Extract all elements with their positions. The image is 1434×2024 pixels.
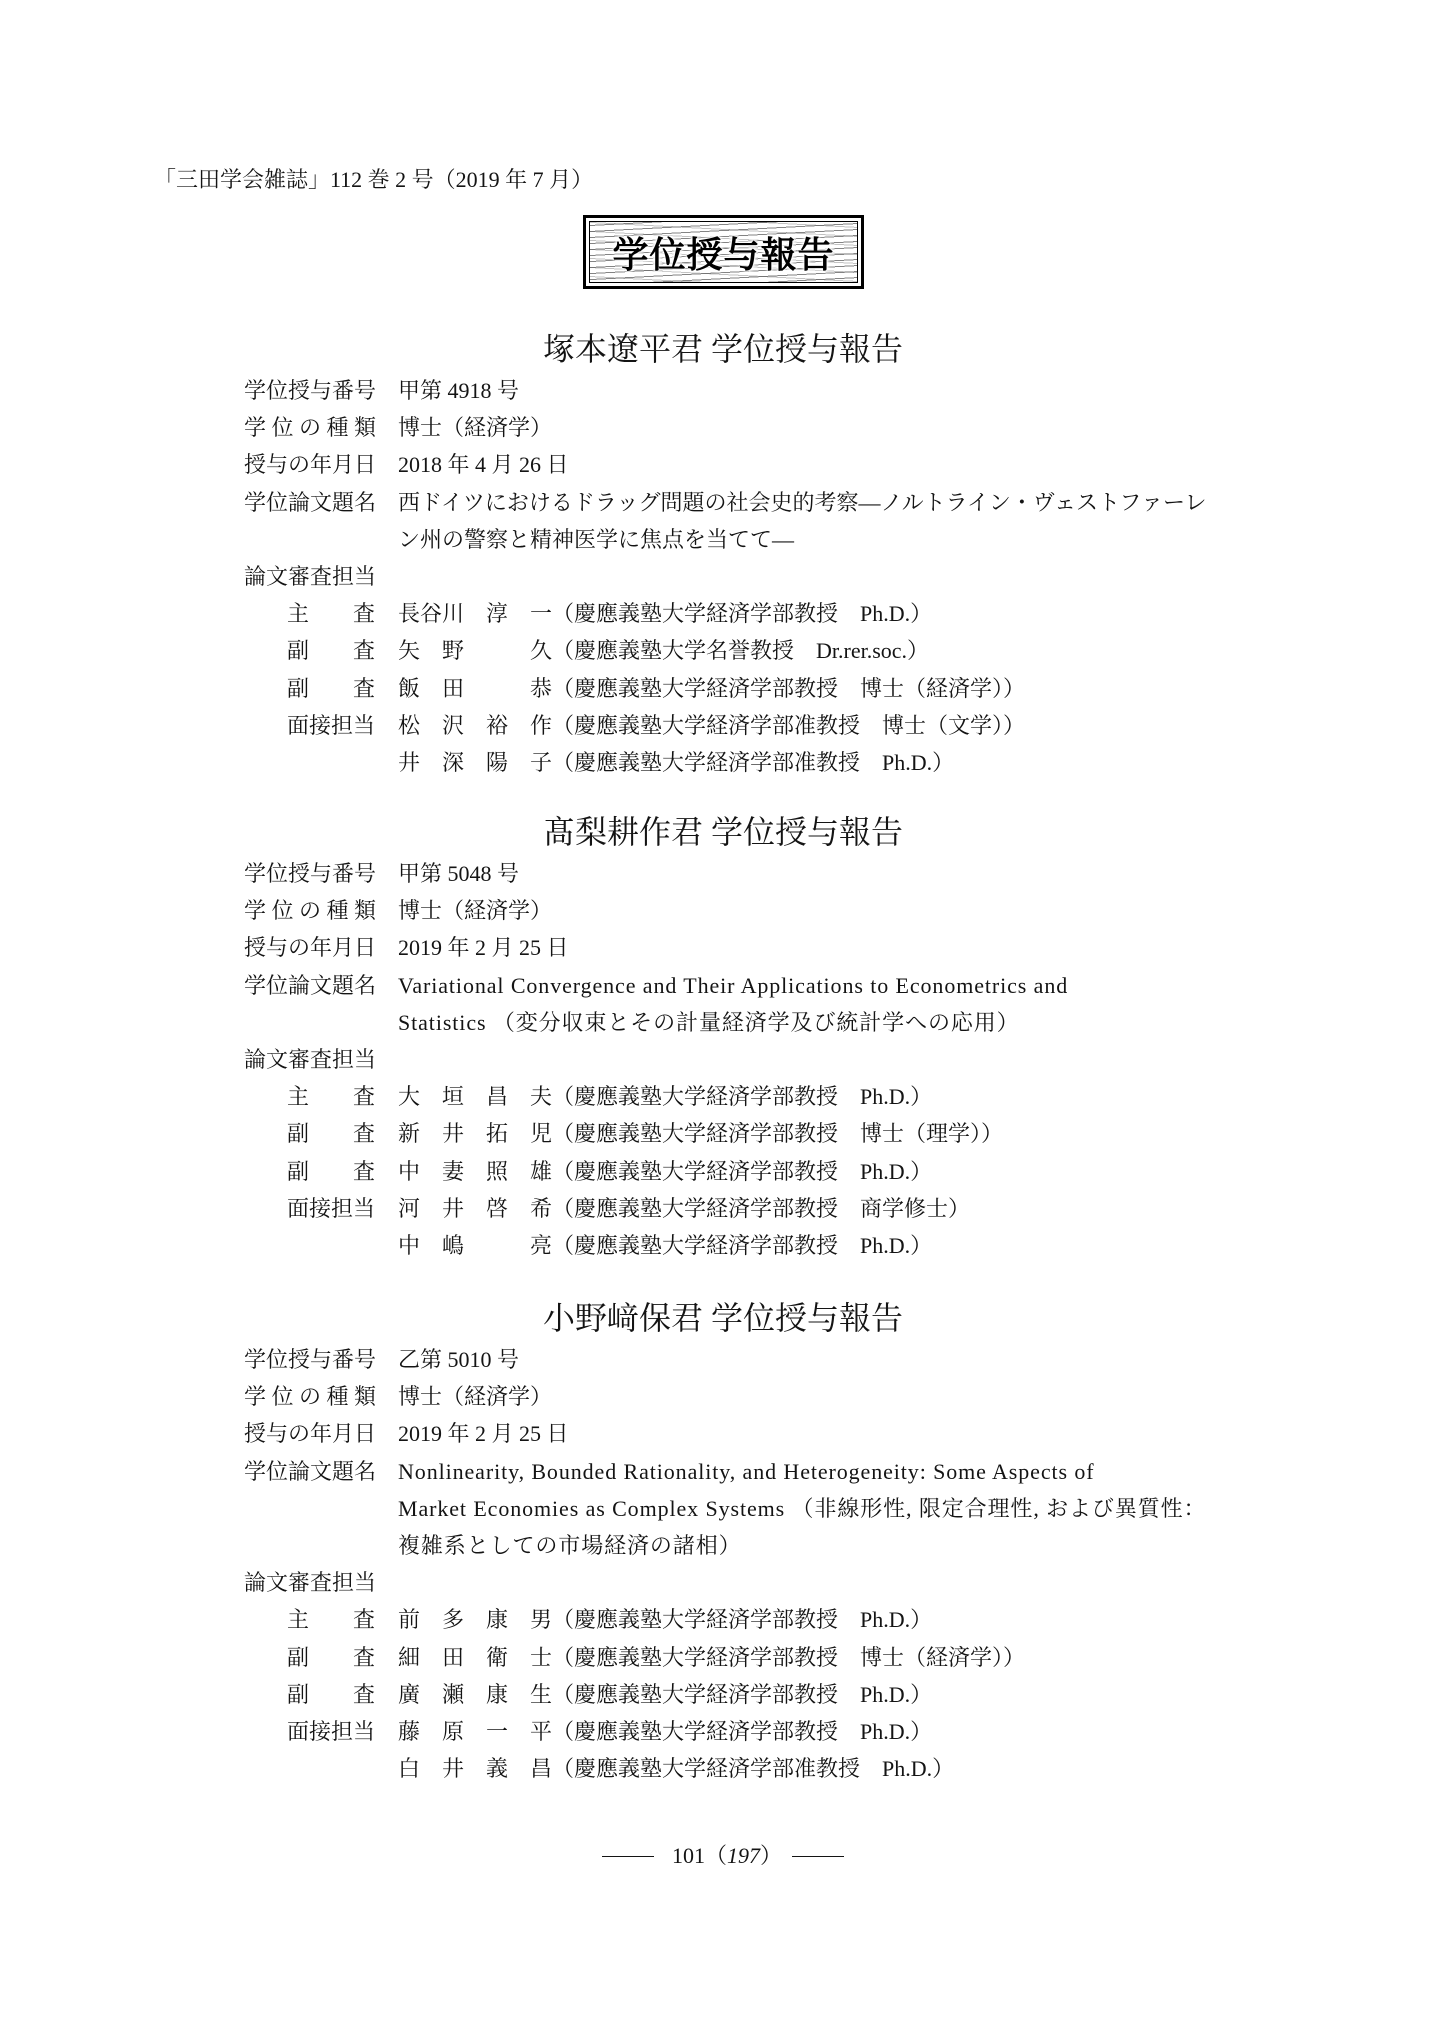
examiner-role: 主 査 [287, 601, 376, 627]
examiner-row [244, 1750, 1434, 1787]
examiner-affiliation: （慶應義塾大学経済学部教授 Ph.D.） [552, 601, 933, 627]
examiner-name: 中 嶋 亮 [398, 1233, 553, 1258]
thesis-title-lines [398, 484, 1207, 558]
examiner-affiliation: （慶應義塾大学経済学部教授 Ph.D.） [552, 1233, 933, 1258]
examiner-role: 主 査 [287, 1084, 376, 1110]
examiner-name: 松 沢 裕 作 [398, 712, 553, 738]
report-details [0, 855, 1434, 1264]
field-label: 学位論文題名 [244, 489, 377, 515]
thesis-title-lines [398, 1453, 1206, 1565]
running-header: 「三田学会雑誌」112 巻 2 号（2019 年 7 月） [154, 167, 594, 192]
examiner-name: 井 深 陽 子 [398, 750, 553, 775]
committee-heading [244, 1564, 1434, 1601]
examiner-name: 廣 瀬 康 生 [398, 1681, 553, 1707]
report-title: 髙梨耕作君 学位授与報告 [542, 814, 903, 850]
field-value: 甲第 4918 号 [398, 378, 520, 403]
examiner-affiliation: （慶應義塾大学経済学部准教授 博士（文学）） [552, 712, 1026, 738]
folio-close-paren: ） [760, 1843, 783, 1868]
thesis-title-lines [398, 967, 1068, 1041]
committee-label: 論文審査担当 [244, 1570, 377, 1596]
field-degree-number [244, 1341, 1434, 1378]
examiner-affiliation: （慶應義塾大学経済学部教授 Ph.D.） [552, 1158, 933, 1184]
cumulative-page-number: 197 [727, 1843, 760, 1868]
field-label: 学位の種類 [244, 898, 376, 924]
examiner-name: 中 妻 照 雄 [398, 1158, 553, 1184]
examiner-affiliation: （慶應義塾大学経済学部教授 商学修士） [552, 1195, 971, 1221]
thesis-title-line: 複雑系としての市場経済の諸相） [398, 1532, 742, 1558]
thesis-title-line: ン州の警察と精神医学に焦点を当てて― [398, 526, 795, 552]
examiner-name: 藤 原 一 平 [398, 1718, 553, 1744]
thesis-title-line: Nonlinearity, Bounded Rationality, and Heterogeneity: Some Aspects of [398, 1458, 1095, 1484]
examiner-affiliation: （慶應義塾大学経済学部教授 博士（経済学）） [552, 1644, 1026, 1670]
report-details [0, 372, 1434, 781]
thesis-title-line: 西ドイツにおけるドラッグ問題の社会史的考察―ノルトライン・ヴェストファーレ [398, 489, 1207, 515]
field-thesis-title [244, 484, 1434, 558]
thesis-title-line: Statistics （変分収束とその計量経済学及び統計学への応用） [398, 1009, 1020, 1035]
examiner-row [244, 1153, 1434, 1190]
field-label: 学位の種類 [244, 1384, 376, 1410]
field-degree-type [244, 892, 1434, 929]
thesis-title-line: Market Economies as Complex Systems （非線形性, 限定合理性, および異質性： [398, 1495, 1207, 1521]
examiner-affiliation: （慶應義塾大学経済学部教授 Ph.D.） [552, 1607, 933, 1633]
examiner-name: 河 井 啓 希 [398, 1195, 553, 1221]
field-conferral-date [244, 446, 1434, 483]
field-thesis-title [244, 1453, 1434, 1565]
examiner-row [244, 707, 1434, 744]
examiner-affiliation: （慶應義塾大学経済学部教授 Ph.D.） [552, 1718, 933, 1744]
field-label: 学位授与番号 [244, 861, 377, 886]
field-degree-number [244, 372, 1434, 409]
examiner-role: 面接担当 [287, 1718, 376, 1744]
examiner-role: 副 査 [287, 1158, 376, 1184]
field-conferral-date [244, 1415, 1434, 1452]
examiner-row [244, 1227, 1434, 1264]
examiner-role: 副 査 [287, 675, 376, 701]
examiner-name: 白 井 義 昌 [398, 1756, 553, 1782]
examiner-name: 飯 田 恭 [398, 675, 553, 701]
examiner-row [244, 1639, 1434, 1676]
footer-rule-left [602, 1856, 654, 1857]
examiner-role: 副 査 [287, 1121, 376, 1147]
examiner-role: 副 査 [287, 638, 376, 664]
examiner-affiliation: （慶應義塾大学経済学部准教授 Ph.D.） [552, 1756, 955, 1782]
examiner-name: 長谷川 淳 一 [398, 601, 553, 627]
field-label: 学位授与番号 [244, 378, 377, 403]
report-tsukamoto [0, 327, 1434, 781]
field-label: 学位論文題名 [244, 972, 377, 998]
field-value: 博士（経済学） [398, 1384, 553, 1410]
examiner-row [244, 670, 1434, 707]
field-label: 授与の年月日 [244, 935, 377, 961]
examiner-row [244, 1078, 1434, 1115]
examiner-affiliation: （慶應義塾大学経済学部教授 博士（経済学）） [552, 675, 1026, 701]
field-label: 学位の種類 [244, 415, 376, 441]
field-value: 2019 年 2 月 25 日 [398, 935, 569, 961]
report-takanashi [0, 810, 1434, 1264]
section-banner [583, 215, 864, 289]
banner-title: 学位授与報告 [612, 234, 835, 276]
page-number: 101 [671, 1843, 705, 1868]
folio-open-paren: （ [704, 1843, 727, 1868]
examiner-name: 新 井 拓 児 [398, 1121, 553, 1147]
footer-rule-right [792, 1856, 844, 1857]
examiner-affiliation: （慶應義塾大学名誉教授 Dr.rer.soc.） [552, 638, 930, 664]
examiner-role: 面接担当 [287, 1195, 376, 1221]
page-footer [0, 1837, 1434, 1875]
committee-heading [244, 558, 1434, 595]
field-conferral-date [244, 929, 1434, 966]
field-value: 博士（経済学） [398, 898, 553, 924]
examiner-row [244, 632, 1434, 669]
field-value: 甲第 5048 号 [398, 861, 520, 886]
thesis-title-line: Variational Convergence and Their Applications to Econometrics and [398, 972, 1069, 998]
committee-label: 論文審査担当 [244, 563, 377, 589]
report-title: 塚本遼平君 学位授与報告 [542, 331, 903, 367]
examiner-row [244, 1713, 1434, 1750]
field-label: 学位授与番号 [244, 1347, 377, 1372]
examiner-affiliation: （慶應義塾大学経済学部教授 Ph.D.） [552, 1084, 933, 1110]
report-title: 小野﨑保君 学位授与報告 [542, 1300, 903, 1336]
examiner-row [244, 1676, 1434, 1713]
report-details [0, 1341, 1434, 1787]
field-degree-type [244, 1378, 1434, 1415]
examiner-name: 前 多 康 男 [398, 1607, 553, 1633]
examiner-name: 大 垣 昌 夫 [398, 1084, 553, 1110]
examiner-row [244, 744, 1434, 781]
examiner-row [244, 1190, 1434, 1227]
report-onozaki [0, 1296, 1434, 1787]
examiner-affiliation: （慶應義塾大学経済学部教授 博士（理学）） [552, 1121, 1004, 1147]
examiner-affiliation: （慶應義塾大学経済学部准教授 Ph.D.） [552, 750, 955, 775]
field-value: 博士（経済学） [398, 415, 553, 441]
examiner-role: 副 査 [287, 1681, 376, 1707]
examiner-affiliation: （慶應義塾大学経済学部教授 Ph.D.） [552, 1681, 933, 1707]
examiner-row [244, 1115, 1434, 1152]
examiner-role: 面接担当 [287, 712, 376, 738]
field-value: 2018 年 4 月 26 日 [398, 452, 569, 478]
field-value: 乙第 5010 号 [398, 1347, 520, 1372]
committee-heading [244, 1041, 1434, 1078]
banner-hatched-panel [589, 221, 858, 283]
field-degree-type [244, 409, 1434, 446]
field-label: 授与の年月日 [244, 1421, 377, 1447]
examiner-row [244, 595, 1434, 632]
examiner-role: 主 査 [287, 1607, 376, 1633]
examiner-role: 副 査 [287, 1644, 376, 1670]
examiner-name: 細 田 衛 士 [398, 1644, 553, 1670]
committee-label: 論文審査担当 [244, 1046, 377, 1072]
field-label: 授与の年月日 [244, 452, 377, 478]
field-degree-number [244, 855, 1434, 892]
field-value: 2019 年 2 月 25 日 [398, 1421, 569, 1447]
field-label: 学位論文題名 [244, 1458, 377, 1484]
examiner-name: 矢 野 久 [398, 638, 553, 664]
field-thesis-title [244, 967, 1434, 1041]
examiner-row [244, 1601, 1434, 1638]
